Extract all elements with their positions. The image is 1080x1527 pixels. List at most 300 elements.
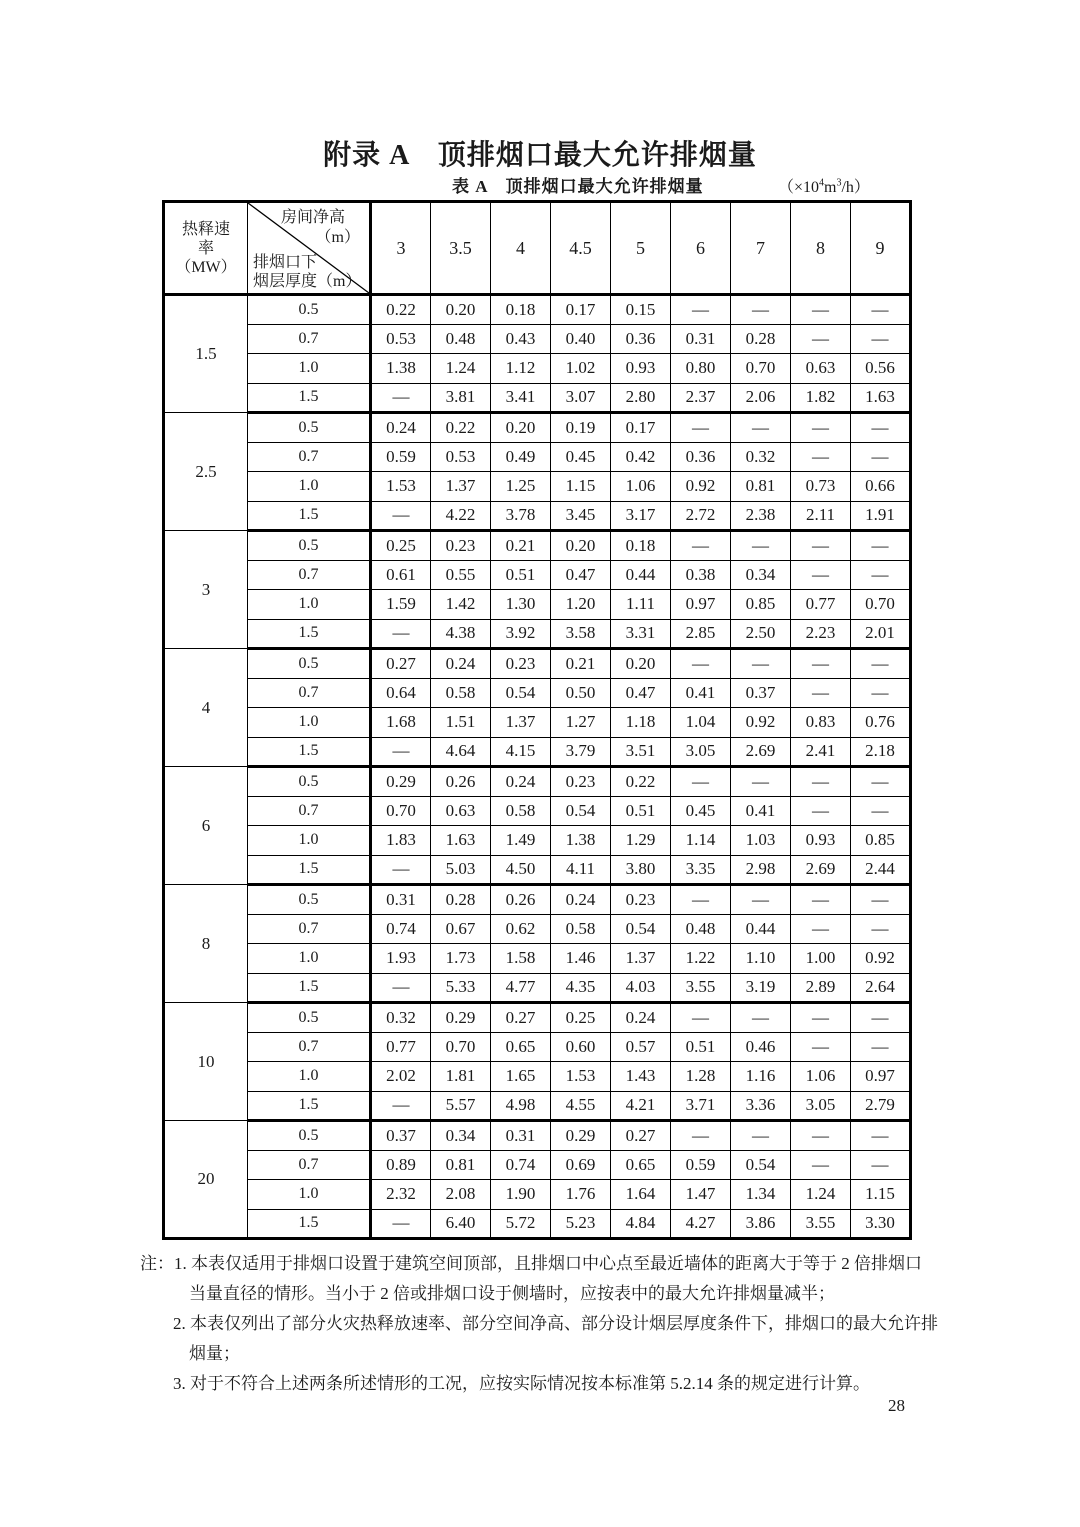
smoke-layer-thickness-cell: 0.5 — [248, 413, 371, 443]
value-cell: 0.59 — [371, 442, 431, 472]
value-cell: 0.62 — [491, 914, 551, 944]
value-cell: — — [851, 531, 911, 561]
value-cell: 0.50 — [551, 678, 611, 708]
smoke-layer-thickness-label-2: 烟层厚度（m） — [253, 273, 362, 290]
column-header-height: 3 — [371, 202, 431, 295]
value-cell: 2.23 — [791, 619, 851, 649]
value-cell: 1.37 — [491, 708, 551, 738]
value-cell: 0.24 — [431, 649, 491, 679]
value-cell: 0.22 — [431, 413, 491, 443]
value-cell: 3.79 — [551, 737, 611, 767]
note-line: 当量直径的情形。当小于 2 倍或排烟口设于侧墙时，应按表中的最大允许排烟量减半； — [189, 1284, 835, 1303]
value-cell: 1.46 — [551, 944, 611, 974]
value-cell: 2.79 — [851, 1091, 911, 1121]
value-cell: 4.27 — [671, 1209, 731, 1239]
value-cell: 0.74 — [371, 914, 431, 944]
value-cell: 2.37 — [671, 383, 731, 413]
value-cell: 0.54 — [491, 678, 551, 708]
value-cell: 0.85 — [851, 826, 911, 856]
value-cell: 0.61 — [371, 560, 431, 590]
value-cell: 5.03 — [431, 855, 491, 885]
value-cell: 0.69 — [551, 1150, 611, 1180]
value-cell: 5.72 — [491, 1209, 551, 1239]
value-cell: 0.44 — [611, 560, 671, 590]
value-cell: 1.76 — [551, 1180, 611, 1210]
value-cell: 0.36 — [611, 324, 671, 354]
value-cell: 4.84 — [611, 1209, 671, 1239]
value-cell: — — [851, 678, 911, 708]
value-cell: 1.83 — [371, 826, 431, 856]
value-cell: 2.08 — [431, 1180, 491, 1210]
value-cell: 0.31 — [671, 324, 731, 354]
page-title: 附录 A 顶排烟口最大允许排烟量 — [323, 140, 757, 171]
value-cell: 2.80 — [611, 383, 671, 413]
value-cell: 0.48 — [671, 914, 731, 944]
smoke-layer-thickness-cell: 0.7 — [248, 324, 371, 354]
value-cell: 3.55 — [791, 1209, 851, 1239]
smoke-layer-thickness-cell: 0.5 — [248, 1121, 371, 1151]
value-cell: — — [851, 796, 911, 826]
table-row — [164, 855, 911, 885]
smoke-layer-thickness-cell: 1.0 — [248, 472, 371, 502]
table-row — [164, 708, 911, 738]
table-row — [164, 354, 911, 384]
value-cell: — — [791, 767, 851, 797]
value-cell: 1.91 — [851, 501, 911, 531]
value-cell: 0.51 — [491, 560, 551, 590]
table-row — [164, 295, 911, 325]
value-cell: 2.01 — [851, 619, 911, 649]
value-cell: — — [851, 1121, 911, 1151]
smoke-layer-thickness-cell: 0.7 — [248, 796, 371, 826]
value-cell: — — [851, 413, 911, 443]
heat-release-rate-header — [164, 202, 248, 295]
value-cell: — — [371, 501, 431, 531]
value-cell: 1.18 — [611, 708, 671, 738]
value-cell: 0.63 — [791, 354, 851, 384]
value-cell: 0.34 — [731, 560, 791, 590]
value-cell: 1.14 — [671, 826, 731, 856]
value-cell: 0.23 — [551, 767, 611, 797]
smoke-layer-thickness-cell: 0.7 — [248, 914, 371, 944]
table-caption: 表 A 顶排烟口最大允许排烟量 — [452, 177, 704, 196]
note-line: 注：1. 本表仅适用于排烟口设置于建筑空间顶部，且排烟口中心点至最近墙体的距离大于等于 2 倍排烟口 — [140, 1254, 922, 1273]
value-cell: — — [731, 531, 791, 561]
value-cell: 0.29 — [371, 767, 431, 797]
value-cell: 0.46 — [731, 1032, 791, 1062]
value-cell: 0.93 — [611, 354, 671, 384]
value-cell: — — [671, 1003, 731, 1033]
value-cell: 0.53 — [371, 324, 431, 354]
value-cell: — — [791, 1150, 851, 1180]
value-cell: 1.73 — [431, 944, 491, 974]
value-cell: 0.37 — [731, 678, 791, 708]
value-cell: 0.65 — [491, 1032, 551, 1062]
value-cell: 1.16 — [731, 1062, 791, 1092]
value-cell: 3.05 — [791, 1091, 851, 1121]
value-cell: 0.17 — [551, 295, 611, 325]
heat-release-rate-cell: 4 — [164, 649, 248, 767]
unit-label — [778, 174, 870, 197]
value-cell: 0.20 — [491, 413, 551, 443]
value-cell: — — [851, 1003, 911, 1033]
value-cell: 3.41 — [491, 383, 551, 413]
value-cell: 0.24 — [611, 1003, 671, 1033]
value-cell: 4.21 — [611, 1091, 671, 1121]
value-cell: — — [371, 973, 431, 1003]
value-cell: 0.17 — [611, 413, 671, 443]
value-cell: — — [791, 1121, 851, 1151]
value-cell: 1.53 — [371, 472, 431, 502]
table-row — [164, 1091, 911, 1121]
column-header-height: 8 — [791, 202, 851, 295]
table-row — [164, 501, 911, 531]
value-cell: 2.72 — [671, 501, 731, 531]
value-cell: 1.65 — [491, 1062, 551, 1092]
value-cell: 0.25 — [551, 1003, 611, 1033]
value-cell: 0.51 — [671, 1032, 731, 1062]
smoke-layer-thickness-cell: 1.5 — [248, 1209, 371, 1239]
smoke-layer-thickness-cell: 0.5 — [248, 1003, 371, 1033]
value-cell: 0.85 — [731, 590, 791, 620]
heat-release-rate-cell: 2.5 — [164, 413, 248, 531]
value-cell: 2.06 — [731, 383, 791, 413]
value-cell: — — [791, 560, 851, 590]
column-header-height: 6 — [671, 202, 731, 295]
value-cell: — — [851, 767, 911, 797]
heat-release-rate-cell: 6 — [164, 767, 248, 885]
value-cell: 3.07 — [551, 383, 611, 413]
value-cell: — — [371, 1091, 431, 1121]
value-cell: 0.51 — [611, 796, 671, 826]
value-cell: — — [671, 885, 731, 915]
smoke-layer-thickness-cell: 1.0 — [248, 826, 371, 856]
value-cell: 1.64 — [611, 1180, 671, 1210]
value-cell: 4.15 — [491, 737, 551, 767]
value-cell: — — [791, 649, 851, 679]
value-cell: 3.05 — [671, 737, 731, 767]
smoke-layer-thickness-cell: 1.0 — [248, 944, 371, 974]
table-row — [164, 885, 911, 915]
value-cell: 0.23 — [611, 885, 671, 915]
corner-line-2: 率 — [197, 239, 214, 257]
table-row — [164, 324, 911, 354]
value-cell: 0.77 — [371, 1032, 431, 1062]
value-cell: 4.35 — [551, 973, 611, 1003]
value-cell: 0.65 — [611, 1150, 671, 1180]
value-cell: 0.19 — [551, 413, 611, 443]
value-cell: — — [671, 767, 731, 797]
value-cell: 0.63 — [431, 796, 491, 826]
value-cell: 2.50 — [731, 619, 791, 649]
value-cell: 0.15 — [611, 295, 671, 325]
value-cell: 0.70 — [851, 590, 911, 620]
value-cell: 2.98 — [731, 855, 791, 885]
value-cell: 0.73 — [791, 472, 851, 502]
value-cell: 1.37 — [611, 944, 671, 974]
value-cell: 0.60 — [551, 1032, 611, 1062]
value-cell: 0.25 — [371, 531, 431, 561]
smoke-layer-thickness-cell: 0.7 — [248, 678, 371, 708]
value-cell: — — [671, 1121, 731, 1151]
heat-release-rate-cell: 20 — [164, 1121, 248, 1239]
value-cell: 0.31 — [371, 885, 431, 915]
value-cell: — — [791, 531, 851, 561]
value-cell: 1.37 — [431, 472, 491, 502]
smoke-layer-thickness-cell: 1.5 — [248, 737, 371, 767]
table-row — [164, 442, 911, 472]
table-row — [164, 796, 911, 826]
value-cell: 1.03 — [731, 826, 791, 856]
value-cell: — — [371, 855, 431, 885]
value-cell: 0.93 — [791, 826, 851, 856]
value-cell: 0.70 — [731, 354, 791, 384]
smoke-layer-thickness-cell: 1.5 — [248, 501, 371, 531]
smoke-layer-thickness-cell: 0.5 — [248, 295, 371, 325]
table-row — [164, 737, 911, 767]
table-row — [164, 1003, 911, 1033]
value-cell: 1.29 — [611, 826, 671, 856]
value-cell: 0.32 — [731, 442, 791, 472]
value-cell: 0.34 — [431, 1121, 491, 1151]
value-cell: 0.23 — [491, 649, 551, 679]
smoke-layer-thickness-cell: 0.5 — [248, 531, 371, 561]
table-notes — [140, 1249, 938, 1399]
value-cell: 1.02 — [551, 354, 611, 384]
value-cell: — — [371, 1209, 431, 1239]
value-cell: 0.57 — [611, 1032, 671, 1062]
table-row — [164, 826, 911, 856]
value-cell: — — [731, 413, 791, 443]
value-cell: 0.80 — [671, 354, 731, 384]
value-cell: 3.81 — [431, 383, 491, 413]
value-cell: 0.89 — [371, 1150, 431, 1180]
smoke-exhaust-table-wrap — [162, 200, 912, 1240]
value-cell: — — [731, 1003, 791, 1033]
value-cell: — — [371, 383, 431, 413]
value-cell: — — [791, 442, 851, 472]
smoke-layer-thickness-cell: 1.0 — [248, 590, 371, 620]
value-cell: 1.43 — [611, 1062, 671, 1092]
value-cell: 0.41 — [731, 796, 791, 826]
value-cell: 5.23 — [551, 1209, 611, 1239]
value-cell: 0.26 — [431, 767, 491, 797]
value-cell: 4.50 — [491, 855, 551, 885]
value-cell: — — [851, 914, 911, 944]
value-cell: — — [851, 885, 911, 915]
value-cell: 1.58 — [491, 944, 551, 974]
value-cell: 1.90 — [491, 1180, 551, 1210]
value-cell: — — [791, 796, 851, 826]
value-cell: 2.38 — [731, 501, 791, 531]
value-cell: 0.58 — [431, 678, 491, 708]
value-cell: 0.58 — [551, 914, 611, 944]
value-cell: 1.53 — [551, 1062, 611, 1092]
value-cell: — — [791, 914, 851, 944]
corner-line-1: 热释速 — [181, 220, 230, 238]
value-cell: 0.92 — [851, 944, 911, 974]
smoke-layer-thickness-cell: 1.5 — [248, 973, 371, 1003]
value-cell: 1.63 — [431, 826, 491, 856]
value-cell: 3.80 — [611, 855, 671, 885]
value-cell: — — [851, 295, 911, 325]
value-cell: 3.55 — [671, 973, 731, 1003]
value-cell: 1.59 — [371, 590, 431, 620]
smoke-layer-thickness-cell: 1.0 — [248, 1062, 371, 1092]
value-cell: 2.85 — [671, 619, 731, 649]
heat-release-rate-cell: 8 — [164, 885, 248, 1003]
value-cell: 4.11 — [551, 855, 611, 885]
value-cell: — — [791, 1032, 851, 1062]
value-cell: 1.20 — [551, 590, 611, 620]
caption-row — [0, 172, 1080, 196]
value-cell: 1.42 — [431, 590, 491, 620]
value-cell: 1.47 — [671, 1180, 731, 1210]
smoke-layer-thickness-cell: 1.5 — [248, 1091, 371, 1121]
table-row — [164, 1180, 911, 1210]
column-header-height: 5 — [611, 202, 671, 295]
value-cell: 0.24 — [551, 885, 611, 915]
value-cell: 0.83 — [791, 708, 851, 738]
value-cell: 0.28 — [431, 885, 491, 915]
value-cell: 0.18 — [491, 295, 551, 325]
column-header-height: 4.5 — [551, 202, 611, 295]
value-cell: 1.06 — [791, 1062, 851, 1092]
value-cell: 0.49 — [491, 442, 551, 472]
table-row — [164, 944, 911, 974]
value-cell: 1.38 — [551, 826, 611, 856]
note-line: 2. 本表仅列出了部分火灾热释放速率、部分空间净高、部分设计烟层厚度条件下，排烟口的最大允许排 — [173, 1314, 938, 1333]
value-cell: — — [791, 678, 851, 708]
value-cell: 0.70 — [431, 1032, 491, 1062]
value-cell: 1.10 — [731, 944, 791, 974]
value-cell: 0.48 — [431, 324, 491, 354]
value-cell: 0.64 — [371, 678, 431, 708]
smoke-layer-thickness-cell: 0.7 — [248, 442, 371, 472]
table-row — [164, 590, 911, 620]
value-cell: 1.24 — [791, 1180, 851, 1210]
note-line: 烟量； — [189, 1344, 240, 1363]
value-cell: 0.20 — [611, 649, 671, 679]
value-cell: 1.11 — [611, 590, 671, 620]
value-cell: 6.40 — [431, 1209, 491, 1239]
smoke-layer-thickness-cell: 0.7 — [248, 560, 371, 590]
value-cell: 0.43 — [491, 324, 551, 354]
column-header-height: 7 — [731, 202, 791, 295]
value-cell: — — [671, 295, 731, 325]
value-cell: 1.00 — [791, 944, 851, 974]
value-cell: 0.74 — [491, 1150, 551, 1180]
table-row — [164, 1121, 911, 1151]
value-cell: 0.20 — [431, 295, 491, 325]
value-cell: 3.36 — [731, 1091, 791, 1121]
smoke-exhaust-table — [162, 200, 912, 1240]
smoke-layer-thickness-cell: 1.5 — [248, 619, 371, 649]
table-row — [164, 413, 911, 443]
value-cell: 0.41 — [671, 678, 731, 708]
value-cell: 1.24 — [431, 354, 491, 384]
table-row — [164, 619, 911, 649]
heat-release-rate-cell: 1.5 — [164, 295, 248, 413]
value-cell: 1.34 — [731, 1180, 791, 1210]
value-cell: 2.69 — [791, 855, 851, 885]
value-cell: — — [851, 442, 911, 472]
value-cell: 0.47 — [611, 678, 671, 708]
value-cell: — — [671, 531, 731, 561]
value-cell: 0.26 — [491, 885, 551, 915]
smoke-layer-thickness-cell: 1.0 — [248, 1180, 371, 1210]
value-cell: 0.29 — [551, 1121, 611, 1151]
value-cell: 0.70 — [371, 796, 431, 826]
value-cell: 0.97 — [671, 590, 731, 620]
value-cell: — — [791, 295, 851, 325]
value-cell: — — [791, 413, 851, 443]
value-cell: 3.35 — [671, 855, 731, 885]
value-cell: 3.19 — [731, 973, 791, 1003]
value-cell: 0.45 — [671, 796, 731, 826]
value-cell: — — [731, 295, 791, 325]
smoke-layer-thickness-cell: 1.5 — [248, 383, 371, 413]
smoke-layer-thickness-cell: 0.7 — [248, 1032, 371, 1062]
value-cell: — — [791, 324, 851, 354]
diagonal-header-cell — [248, 202, 371, 295]
table-row — [164, 649, 911, 679]
value-cell: 2.11 — [791, 501, 851, 531]
value-cell: — — [731, 649, 791, 679]
value-cell: 1.15 — [551, 472, 611, 502]
value-cell: 0.38 — [671, 560, 731, 590]
value-cell: 1.28 — [671, 1062, 731, 1092]
table-row — [164, 1032, 911, 1062]
value-cell: 3.78 — [491, 501, 551, 531]
value-cell: 0.24 — [371, 413, 431, 443]
value-cell: — — [851, 560, 911, 590]
value-cell: 1.93 — [371, 944, 431, 974]
value-cell: — — [671, 649, 731, 679]
value-cell: — — [851, 649, 911, 679]
value-cell: 1.81 — [431, 1062, 491, 1092]
value-cell: — — [371, 737, 431, 767]
value-cell: — — [851, 1032, 911, 1062]
value-cell: 1.30 — [491, 590, 551, 620]
value-cell: — — [851, 324, 911, 354]
value-cell: 0.59 — [671, 1150, 731, 1180]
value-cell: 3.45 — [551, 501, 611, 531]
value-cell: — — [791, 1003, 851, 1033]
value-cell: 0.21 — [551, 649, 611, 679]
value-cell: 1.68 — [371, 708, 431, 738]
value-cell: — — [371, 619, 431, 649]
unit-m: m — [824, 179, 837, 196]
value-cell: 1.49 — [491, 826, 551, 856]
table-row — [164, 973, 911, 1003]
table-row — [164, 560, 911, 590]
value-cell: — — [731, 1121, 791, 1151]
value-cell: 0.92 — [731, 708, 791, 738]
value-cell: 0.47 — [551, 560, 611, 590]
value-cell: 0.55 — [431, 560, 491, 590]
value-cell: 3.92 — [491, 619, 551, 649]
value-cell: 0.92 — [671, 472, 731, 502]
value-cell: 1.51 — [431, 708, 491, 738]
value-cell: 0.29 — [431, 1003, 491, 1033]
value-cell: 0.24 — [491, 767, 551, 797]
value-cell: 0.36 — [671, 442, 731, 472]
value-cell: 5.57 — [431, 1091, 491, 1121]
page-number: 28 — [888, 1396, 905, 1415]
value-cell: 2.64 — [851, 973, 911, 1003]
value-cell: 0.54 — [611, 914, 671, 944]
